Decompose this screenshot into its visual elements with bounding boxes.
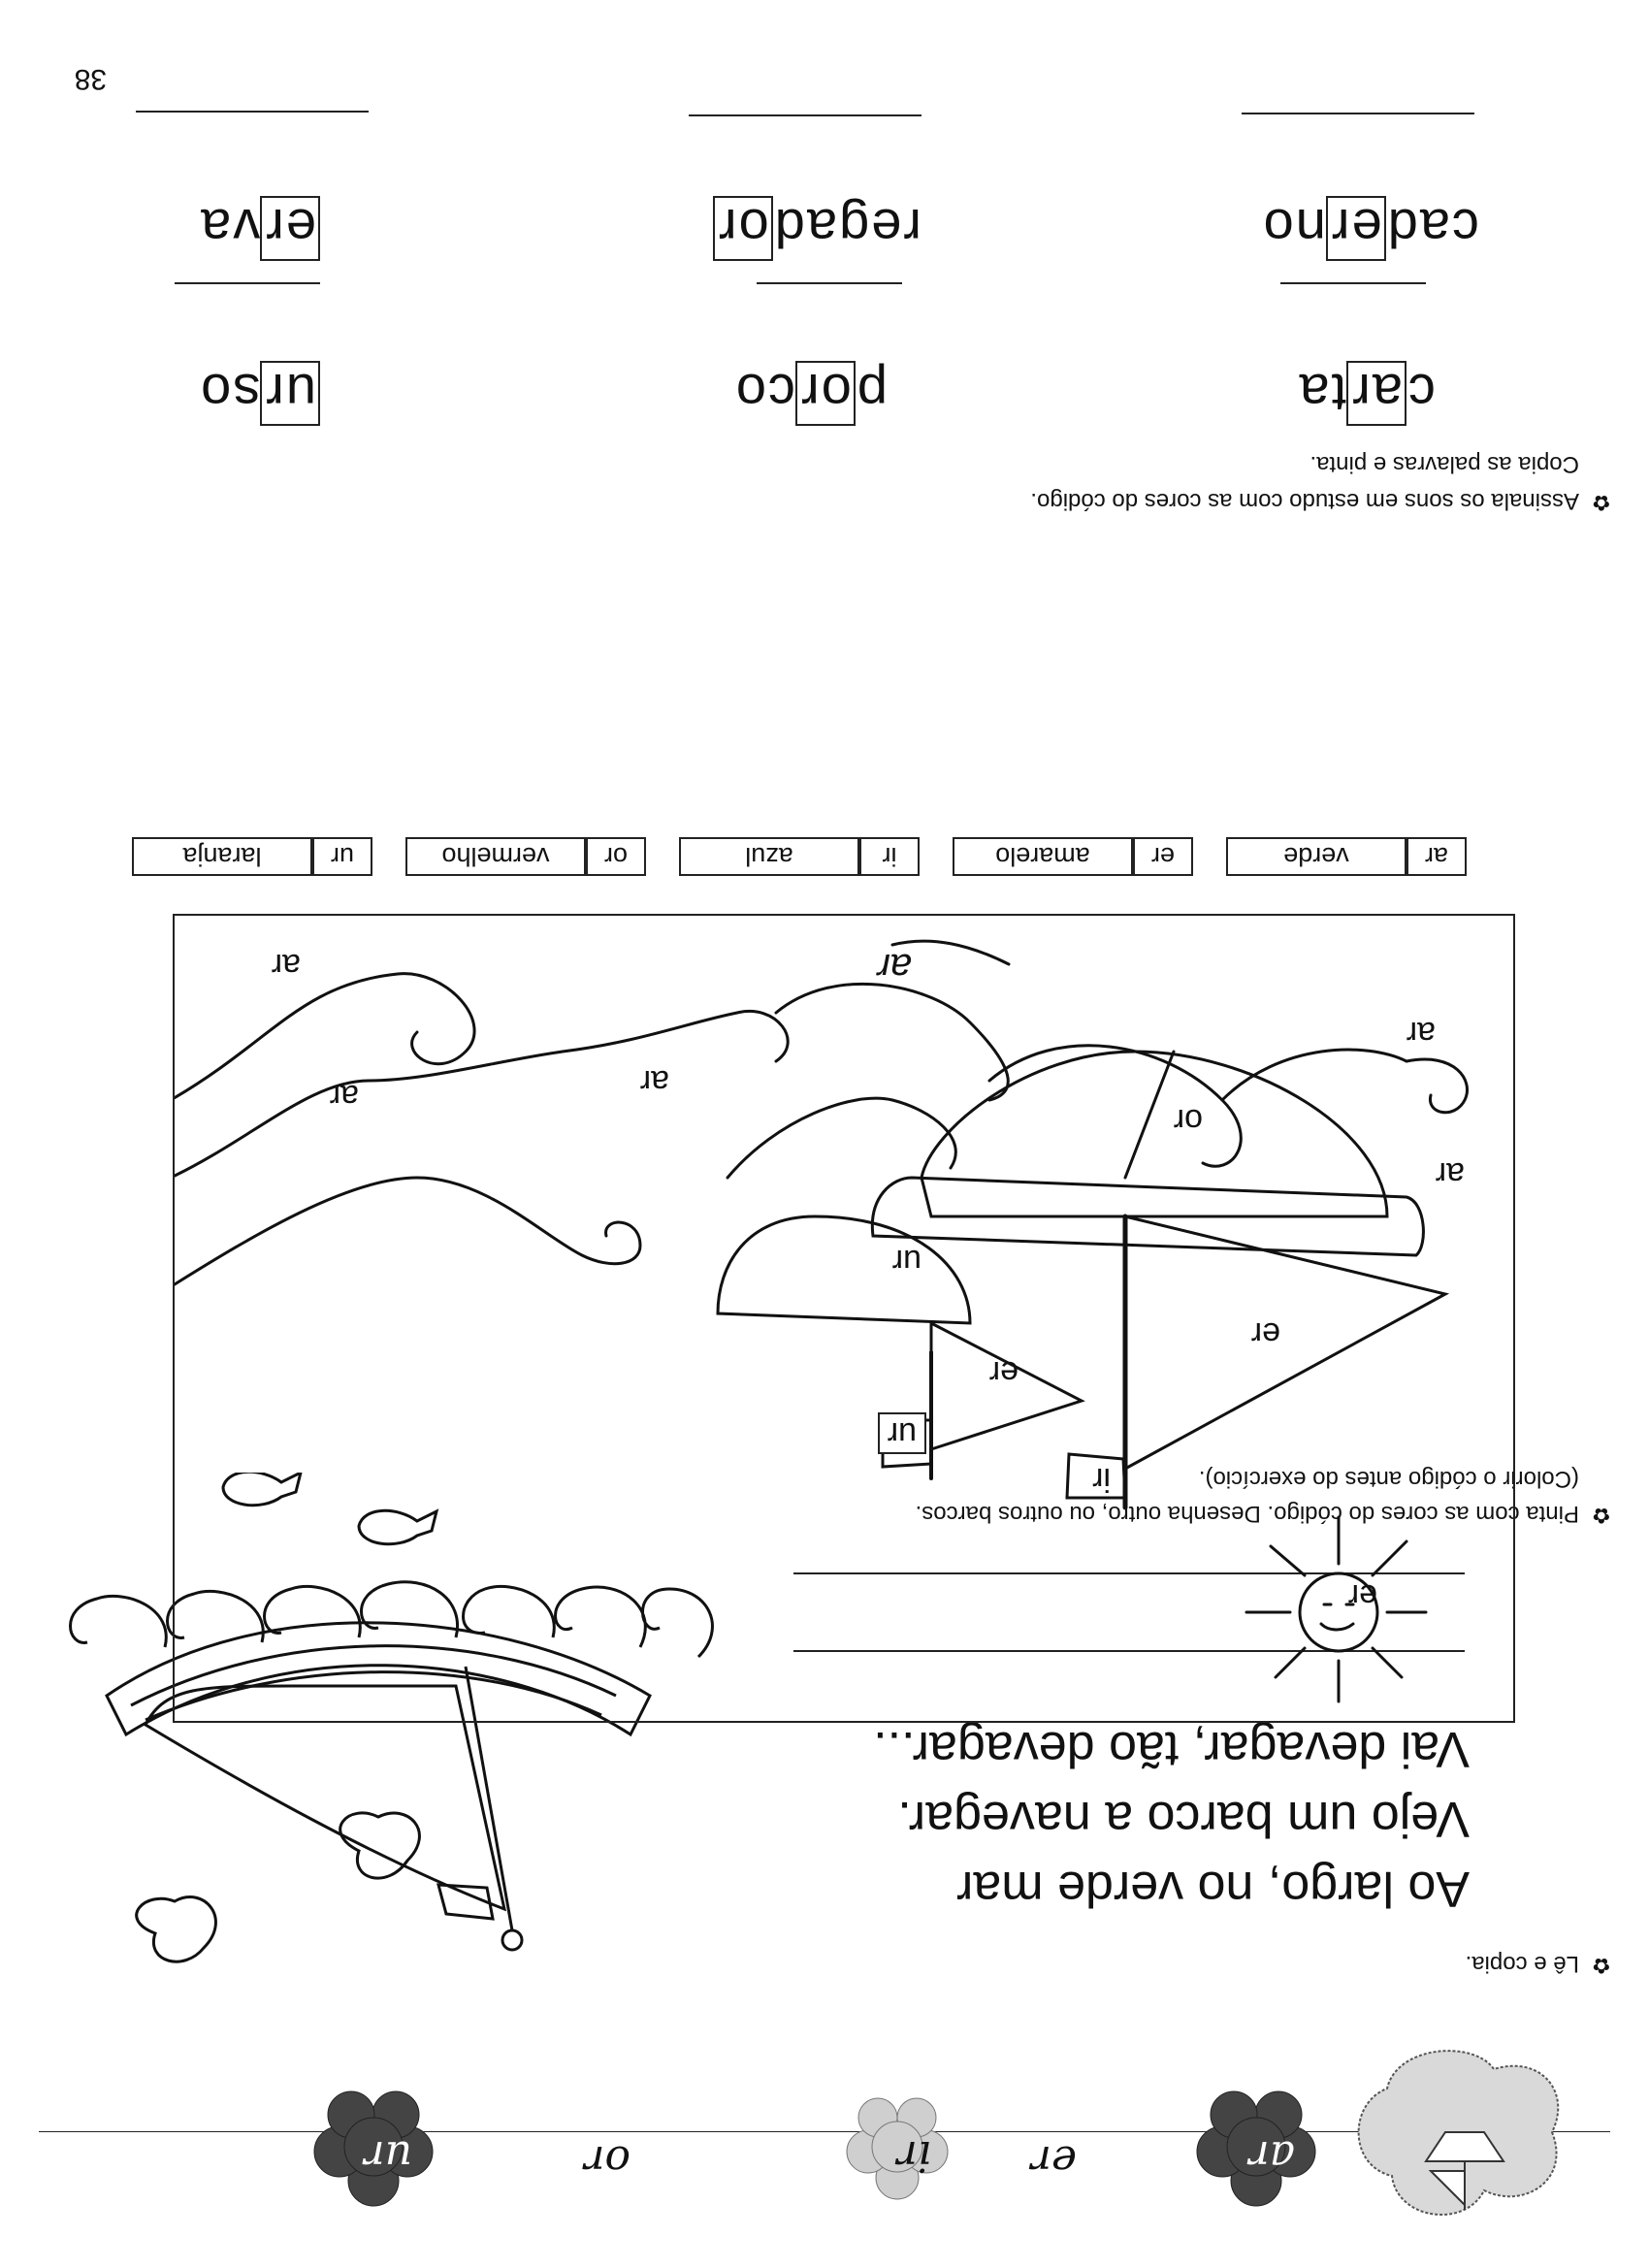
label-wave-1: ar [1435, 1155, 1465, 1192]
poem-line-3: Vai devagar, tão devagar... [873, 1721, 1470, 1777]
flower-bullet-icon: ✿ [1592, 1953, 1610, 1977]
legend-ar [1226, 833, 1467, 876]
label-sail-big: er [1250, 1315, 1280, 1352]
label-hull-small: ur [891, 1243, 922, 1280]
poem-line-1: Ao largo, no verde mar [956, 1861, 1470, 1917]
legend-or [405, 833, 646, 876]
label-wave-2: ar [329, 1078, 359, 1115]
word-porco: porco [733, 363, 888, 424]
legend-ur [132, 833, 372, 876]
word-regador: regador [713, 197, 922, 260]
legend-code-ir: ir [859, 837, 920, 876]
flower-bullet-icon: ✿ [1592, 1503, 1610, 1527]
copy-line-urso[interactable] [175, 282, 320, 284]
label-hull-big: or [1173, 1102, 1203, 1139]
copy-line-porco[interactable] [757, 282, 902, 284]
legend-color-azul[interactable]: azul [679, 837, 859, 876]
header-boat-cloud [1339, 2035, 1591, 2249]
poem [771, 1714, 1470, 1924]
legend-code-er: er [1133, 837, 1193, 876]
word-urso: urso [199, 362, 320, 425]
legend-code-ar: ar [1406, 837, 1467, 876]
legend-ir [679, 833, 920, 876]
instruction-mark: Assinala os sons em estudo com as cores do código. [1030, 488, 1579, 514]
legend-code-ur: ur [312, 837, 372, 876]
legend-code-or: or [586, 837, 646, 876]
page-number: 38 [74, 63, 107, 95]
legend-color-laranja[interactable]: laranja [132, 837, 312, 876]
copy-line-regador[interactable] [689, 114, 922, 116]
header-sound-ur: ur [364, 2131, 412, 2181]
legend-er [953, 833, 1193, 876]
word-erva: erva [199, 197, 320, 260]
copy-line-caderno[interactable] [1242, 113, 1474, 114]
word-carta: carta [1297, 363, 1436, 424]
header-sound-ar: ar [1248, 2131, 1295, 2181]
label-wave-5: ar [271, 947, 301, 984]
sun-shape [1246, 1517, 1426, 1701]
word-caderno: caderno [1261, 198, 1479, 259]
instruction-copy: Copia as palavras e pinta. [1310, 451, 1579, 477]
label-wave-4: ar [639, 1063, 669, 1100]
coloring-drawing[interactable] [173, 914, 1513, 1721]
legend-color-amarelo[interactable]: amarelo [953, 837, 1133, 876]
poem-line-2: Vejo um barco a navegar. [897, 1791, 1470, 1847]
label-sun: er [1347, 1577, 1377, 1614]
label-sail-small: er [988, 1354, 1018, 1391]
flower-bullet-icon: ✿ [1592, 490, 1610, 514]
copy-line-carta[interactable] [1280, 282, 1426, 284]
label-flag-small: ur [878, 1412, 926, 1454]
label-wave-script: ar [877, 946, 912, 988]
header-sound-er: er [1030, 2136, 1077, 2186]
copy-line-erva[interactable] [136, 111, 369, 113]
header-sound-ir: ir [896, 2131, 931, 2181]
legend-color-vermelho[interactable]: vermelho [405, 837, 586, 876]
instruction-read-copy: Lê e copia. [1465, 1951, 1579, 1977]
header-sound-or: or [584, 2136, 630, 2186]
label-flag-big: ir [1092, 1461, 1111, 1498]
legend-color-verde[interactable]: verde [1226, 837, 1406, 876]
label-wave-3: ar [1406, 1015, 1436, 1052]
instruction-note: (Colorir o código antes do exercício). [1198, 1466, 1579, 1492]
instruction-color: Pinta com as cores do código. Desenha outro, ou outros barcos. [915, 1501, 1579, 1527]
coloring-frame[interactable] [173, 914, 1515, 1723]
